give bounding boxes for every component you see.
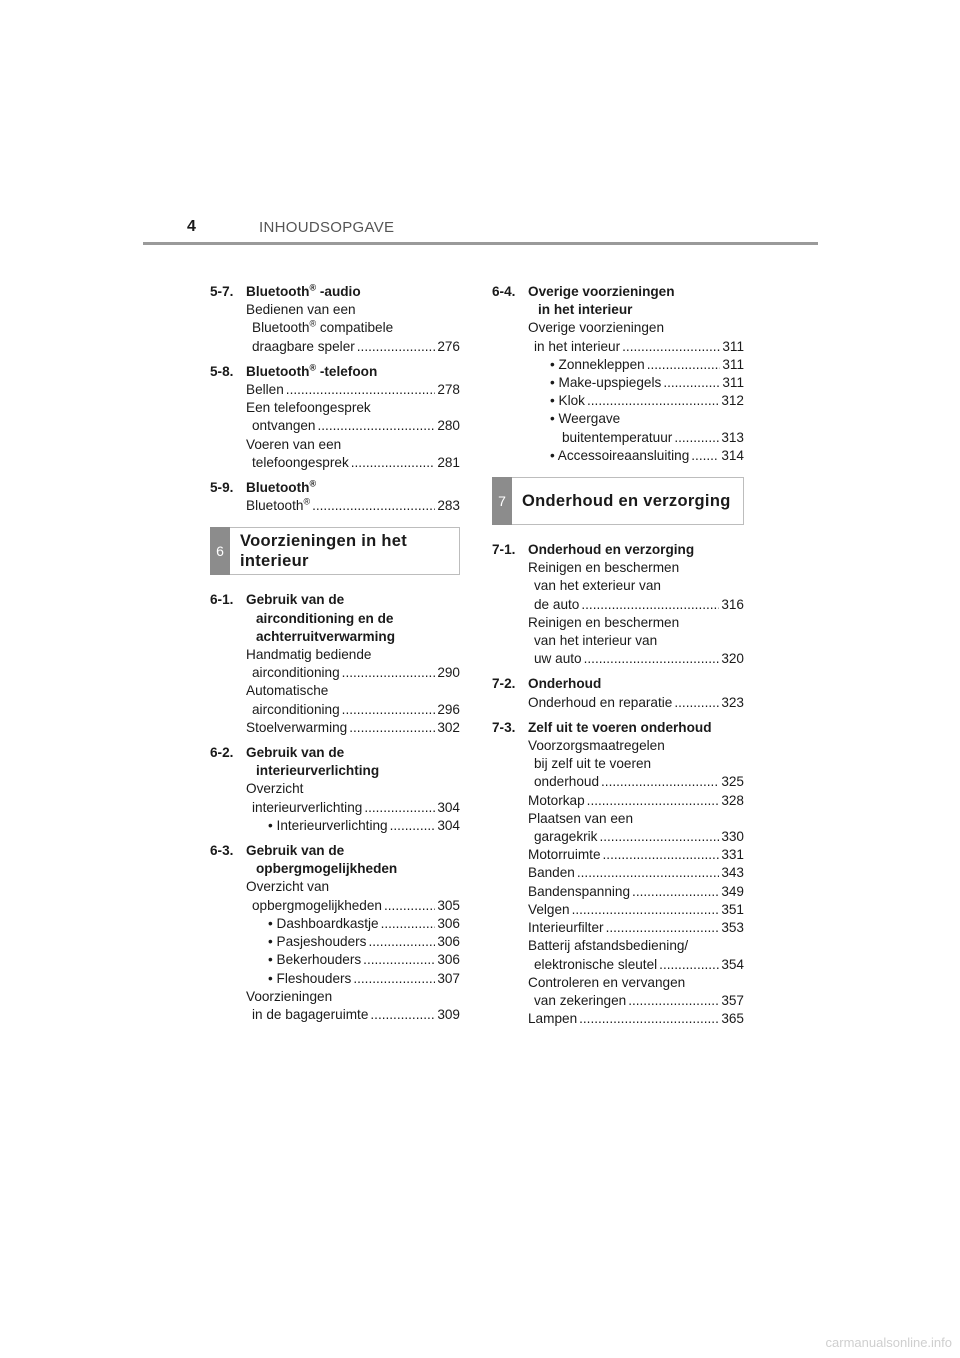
entry-last-line bbox=[268, 951, 460, 969]
leader-dots bbox=[353, 970, 435, 988]
chapter-heading[interactable] bbox=[210, 527, 460, 575]
page-ref[interactable]: 351 bbox=[721, 901, 744, 917]
section-title[interactable] bbox=[210, 479, 460, 497]
section-title[interactable] bbox=[492, 283, 744, 319]
entry-text: onderhoud bbox=[534, 774, 600, 790]
entry-text: Velgen bbox=[528, 901, 570, 917]
section-title[interactable] bbox=[210, 744, 460, 780]
toc-entry[interactable] bbox=[492, 937, 744, 973]
entry-line: Handmatig bediende bbox=[246, 647, 372, 663]
leader-dots bbox=[674, 694, 719, 712]
section-name-line: interieurverlichting bbox=[256, 763, 380, 779]
page-ref[interactable]: 312 bbox=[721, 393, 744, 409]
leader-dots bbox=[577, 864, 719, 882]
page-ref[interactable]: 306 bbox=[437, 934, 460, 950]
section-name-line: opbergmogelijkheden bbox=[256, 861, 398, 877]
section-title[interactable] bbox=[210, 842, 460, 878]
page-ref[interactable]: 280 bbox=[437, 418, 460, 434]
chapter-tab: 6 bbox=[210, 527, 230, 575]
toc-subentry[interactable] bbox=[210, 951, 460, 969]
section-number: 7-3. bbox=[492, 719, 516, 735]
page-ref[interactable]: 304 bbox=[437, 799, 460, 815]
entry-text: Stoelverwarming bbox=[246, 719, 348, 735]
entry-text: • Klok bbox=[550, 393, 585, 409]
leader-dots bbox=[286, 381, 436, 399]
entry-last-line bbox=[528, 864, 744, 882]
toc-entry[interactable] bbox=[492, 792, 744, 810]
toc-entry[interactable] bbox=[210, 878, 460, 914]
page-ref[interactable]: 320 bbox=[721, 651, 744, 667]
section-name-line: Gebruik van de bbox=[246, 592, 345, 608]
section-name-line: Zelf uit te voeren onderhoud bbox=[528, 719, 712, 735]
entry-line: Reinigen en beschermen bbox=[528, 614, 680, 630]
page-ref[interactable]: 314 bbox=[721, 447, 744, 463]
section-name bbox=[246, 363, 460, 381]
toc-entry[interactable] bbox=[210, 719, 460, 737]
page-number: 4 bbox=[187, 218, 196, 235]
chapter-title: Onderhoud en verzorging bbox=[522, 492, 731, 511]
entry-text: Onderhoud en reparatie bbox=[528, 694, 673, 710]
toc-entry[interactable] bbox=[492, 846, 744, 864]
page-ref[interactable]: 316 bbox=[721, 596, 744, 612]
entry-text: in het interieur bbox=[534, 338, 621, 354]
leader-dots bbox=[312, 497, 435, 515]
leader-dots bbox=[659, 956, 719, 974]
entry-text: draagbare speler bbox=[252, 338, 355, 354]
chapter-title: Voorzieningen in het interieur bbox=[240, 532, 408, 571]
toc-entry[interactable] bbox=[492, 559, 744, 614]
toc-subentry[interactable] bbox=[492, 392, 744, 410]
toc-section bbox=[210, 283, 460, 356]
entry-last-line bbox=[528, 919, 744, 937]
leader-dots bbox=[349, 719, 435, 737]
toc-entry[interactable] bbox=[492, 810, 744, 846]
page-ref[interactable]: 323 bbox=[721, 694, 744, 710]
section-title[interactable] bbox=[210, 363, 460, 381]
entry-line: Reinigen en beschermen bbox=[528, 560, 680, 576]
toc-subentry[interactable] bbox=[492, 410, 744, 446]
page-ref[interactable]: 304 bbox=[437, 817, 460, 833]
leader-dots bbox=[606, 919, 720, 937]
entry-text: • Zonnekleppen bbox=[550, 356, 645, 372]
entry-text: • Dashboardkastje bbox=[268, 915, 379, 931]
toc-entry[interactable] bbox=[492, 974, 744, 1010]
watermark: carmanualsonline.info bbox=[825, 1335, 952, 1350]
entry-last-line bbox=[528, 956, 744, 974]
entry-text: in de bagageruimte bbox=[252, 1006, 369, 1022]
page-ref[interactable]: 283 bbox=[437, 498, 460, 514]
entry-last-line bbox=[246, 381, 460, 399]
entry-last-line bbox=[528, 828, 744, 846]
page-ref[interactable]: 311 bbox=[722, 338, 744, 354]
section-name bbox=[528, 719, 744, 737]
page-ref[interactable]: 307 bbox=[437, 970, 460, 986]
entry-last-line bbox=[268, 817, 460, 835]
entry-text: van zekeringen bbox=[534, 992, 627, 1008]
toc-subentry[interactable] bbox=[492, 356, 744, 374]
entry-text: Bluetooth® bbox=[246, 496, 311, 514]
leader-dots bbox=[587, 392, 719, 410]
toc-subentry[interactable] bbox=[210, 915, 460, 933]
section-name-line: Gebruik van de bbox=[246, 745, 345, 761]
page-ref[interactable]: 325 bbox=[721, 774, 744, 790]
entry-line: Bedienen van een bbox=[246, 302, 356, 318]
toc-section bbox=[492, 675, 744, 711]
entry-last-line bbox=[528, 792, 744, 810]
toc-subentry[interactable] bbox=[210, 817, 460, 835]
page-ref[interactable]: 354 bbox=[721, 956, 744, 972]
leader-dots bbox=[579, 1010, 719, 1028]
entry-line: Batterij afstandsbediening/ bbox=[528, 938, 689, 954]
entry-last-line bbox=[528, 883, 744, 901]
leader-dots bbox=[647, 356, 721, 374]
entry-last-line bbox=[528, 773, 744, 791]
section-number: 5-7. bbox=[210, 284, 234, 299]
entry-text: Banden bbox=[528, 865, 575, 881]
entry-text: airconditioning bbox=[252, 701, 340, 717]
entry-text: telefoongesprek bbox=[252, 454, 349, 470]
entry-line: Een telefoongesprek bbox=[246, 400, 371, 416]
section-number: 6-4. bbox=[492, 284, 516, 299]
entry-last-line bbox=[550, 392, 744, 410]
toc-section bbox=[210, 744, 460, 835]
toc-subentry[interactable] bbox=[210, 970, 460, 988]
entry-last-line bbox=[246, 417, 460, 435]
entry-text: Bellen bbox=[246, 382, 284, 398]
section-name-line: Bluetooth® bbox=[246, 478, 317, 496]
entry-text: Motorruimte bbox=[528, 847, 601, 863]
page-ref[interactable]: 302 bbox=[437, 719, 460, 735]
leader-dots bbox=[663, 374, 720, 392]
leader-dots bbox=[363, 951, 435, 969]
toc-entry[interactable] bbox=[492, 694, 744, 712]
toc-subentry[interactable] bbox=[492, 374, 744, 392]
toc-section bbox=[492, 541, 744, 668]
page-ref[interactable]: 306 bbox=[437, 952, 460, 968]
section-title[interactable] bbox=[492, 541, 744, 559]
toc-column-right bbox=[492, 283, 744, 1035]
section-name-line: Onderhoud en verzorging bbox=[528, 542, 695, 558]
entry-text: airconditioning bbox=[252, 665, 340, 681]
toc-entry[interactable] bbox=[210, 399, 460, 435]
leader-dots bbox=[603, 846, 720, 864]
page-ref[interactable]: 328 bbox=[721, 792, 744, 808]
toc-entry[interactable] bbox=[492, 901, 744, 919]
page-ref[interactable]: 349 bbox=[721, 883, 744, 899]
entry-last-line bbox=[246, 799, 460, 817]
leader-dots bbox=[581, 596, 719, 614]
toc-entry[interactable] bbox=[492, 1010, 744, 1028]
toc-section bbox=[210, 591, 460, 737]
page-ref[interactable]: 309 bbox=[437, 1006, 460, 1022]
entry-text: de auto bbox=[534, 596, 580, 612]
entry-last-line bbox=[528, 694, 744, 712]
toc-subentry[interactable] bbox=[492, 447, 744, 465]
entry-text: Bandenspanning bbox=[528, 883, 631, 899]
toc-entry[interactable] bbox=[210, 682, 460, 718]
page-ref[interactable]: 278 bbox=[437, 382, 460, 398]
entry-last-line bbox=[246, 719, 460, 737]
toc-subentry[interactable] bbox=[210, 933, 460, 951]
entry-text: elektronische sleutel bbox=[534, 956, 658, 972]
entry-last-line bbox=[550, 447, 744, 465]
entry-text: buitentemperatuur bbox=[562, 429, 673, 445]
toc-entry[interactable] bbox=[210, 780, 460, 816]
toc-column-left bbox=[210, 283, 460, 1031]
entry-line: bij zelf uit te voeren bbox=[534, 756, 652, 772]
section-name-line: Overige voorzieningen bbox=[528, 284, 675, 299]
leader-dots bbox=[587, 792, 720, 810]
toc-entry[interactable] bbox=[210, 381, 460, 399]
leader-dots bbox=[384, 897, 435, 915]
entry-text: garagekrik bbox=[534, 829, 598, 845]
toc-section bbox=[210, 363, 460, 472]
entry-last-line bbox=[246, 497, 460, 515]
page-ref[interactable]: 296 bbox=[437, 701, 460, 717]
entry-text: • Pasjeshouders bbox=[268, 934, 367, 950]
section-name bbox=[246, 591, 460, 646]
toc-entry[interactable] bbox=[210, 436, 460, 472]
entry-last-line bbox=[528, 338, 744, 356]
leader-dots bbox=[368, 933, 435, 951]
section-number: 6-3. bbox=[210, 843, 234, 859]
leader-dots bbox=[691, 447, 719, 465]
entry-last-line bbox=[246, 1006, 460, 1024]
page-ref[interactable]: 330 bbox=[721, 829, 744, 845]
entry-last-line bbox=[246, 701, 460, 719]
entry-text: ontvangen bbox=[252, 418, 316, 434]
entry-last-line bbox=[246, 897, 460, 915]
entry-last-line bbox=[550, 374, 744, 392]
section-name bbox=[246, 283, 460, 301]
entry-text: interieurverlichting bbox=[252, 799, 363, 815]
toc-entry[interactable] bbox=[492, 919, 744, 937]
page-ref[interactable]: 313 bbox=[721, 429, 744, 445]
page-ref[interactable]: 365 bbox=[721, 1011, 744, 1027]
page-header bbox=[143, 218, 818, 246]
leader-dots bbox=[674, 429, 719, 447]
leader-dots bbox=[599, 828, 719, 846]
page-ref[interactable]: 311 bbox=[722, 356, 744, 372]
page-ref[interactable]: 331 bbox=[721, 847, 744, 863]
page-ref[interactable]: 311 bbox=[722, 375, 744, 391]
toc-entry[interactable] bbox=[492, 737, 744, 792]
entry-last-line bbox=[246, 664, 460, 682]
page-ref[interactable]: 290 bbox=[437, 665, 460, 681]
entry-line: van het exterieur van bbox=[534, 578, 661, 594]
section-name bbox=[528, 675, 744, 693]
leader-dots bbox=[342, 701, 436, 719]
section-name-line: Bluetooth® -audio bbox=[246, 282, 361, 299]
entry-line: Controleren en vervangen bbox=[528, 974, 686, 990]
leader-dots bbox=[628, 992, 719, 1010]
entry-line: • Weergave bbox=[550, 411, 621, 427]
page-ref[interactable]: 276 bbox=[437, 338, 460, 354]
page-ref[interactable]: 305 bbox=[437, 897, 460, 913]
section-name bbox=[246, 842, 460, 878]
leader-dots bbox=[381, 915, 436, 933]
section-name-line: Gebruik van de bbox=[246, 843, 345, 859]
section-number: 6-1. bbox=[210, 592, 234, 608]
entry-last-line bbox=[528, 650, 744, 668]
entry-line: Bluetooth® compatibele bbox=[252, 318, 394, 336]
entry-text: Motorkap bbox=[528, 792, 585, 808]
page-ref[interactable]: 281 bbox=[437, 454, 460, 470]
toc-section bbox=[492, 283, 744, 465]
entry-last-line bbox=[268, 970, 460, 988]
entry-last-line bbox=[268, 915, 460, 933]
section-name-line: in het interieur bbox=[538, 302, 633, 318]
page-ref[interactable]: 343 bbox=[721, 865, 744, 881]
leader-dots bbox=[632, 883, 719, 901]
toc-entry[interactable] bbox=[210, 301, 460, 356]
section-title[interactable] bbox=[210, 283, 460, 301]
leader-dots bbox=[622, 338, 720, 356]
section-title[interactable] bbox=[210, 591, 460, 646]
section-name-line: achterruitverwarming bbox=[256, 628, 396, 644]
entry-text: Lampen bbox=[528, 1011, 578, 1027]
section-name bbox=[528, 283, 744, 319]
header-rule bbox=[143, 242, 818, 245]
entry-line: van het interieur van bbox=[534, 633, 658, 649]
entry-text: • Accessoireaansluiting bbox=[550, 447, 690, 463]
section-number: 5-9. bbox=[210, 480, 234, 496]
toc-section bbox=[210, 479, 460, 515]
entry-line: Plaatsen van een bbox=[528, 810, 634, 826]
entry-last-line bbox=[246, 338, 460, 356]
entry-text: • Fleshouders bbox=[268, 970, 352, 986]
entry-last-line bbox=[528, 596, 744, 614]
section-name-line: Onderhoud bbox=[528, 676, 602, 692]
entry-line: Overzicht van bbox=[246, 879, 330, 895]
section-name bbox=[246, 479, 460, 497]
leader-dots bbox=[584, 650, 720, 668]
entry-line: Overzicht bbox=[246, 781, 304, 797]
toc-entry[interactable] bbox=[492, 614, 744, 669]
section-name-line: airconditioning en de bbox=[256, 610, 394, 626]
toc-entry[interactable] bbox=[210, 497, 460, 515]
entry-text: • Interieurverlichting bbox=[268, 817, 388, 833]
entry-line: Voorzorgsmaatregelen bbox=[528, 738, 665, 754]
toc-entry[interactable] bbox=[492, 883, 744, 901]
leader-dots bbox=[342, 664, 436, 682]
entry-text: uw auto bbox=[534, 651, 582, 667]
entry-line: Automatische bbox=[246, 683, 329, 699]
section-name bbox=[528, 541, 744, 559]
toc-section bbox=[210, 842, 460, 1024]
entry-last-line bbox=[268, 933, 460, 951]
chapter-heading[interactable] bbox=[492, 477, 744, 525]
entry-last-line bbox=[528, 901, 744, 919]
entry-last-line bbox=[550, 429, 744, 447]
section-number: 7-2. bbox=[492, 676, 516, 692]
section-number: 7-1. bbox=[492, 542, 516, 558]
entry-line: Voeren van een bbox=[246, 436, 342, 452]
toc-entry[interactable] bbox=[492, 319, 744, 355]
entry-last-line bbox=[528, 1010, 744, 1028]
leader-dots bbox=[370, 1006, 435, 1024]
leader-dots bbox=[351, 454, 436, 472]
section-title[interactable] bbox=[492, 675, 744, 693]
section-name-line: Bluetooth® -telefoon bbox=[246, 362, 378, 379]
entry-line: Overige voorzieningen bbox=[528, 320, 665, 336]
leader-dots bbox=[601, 773, 719, 791]
leader-dots bbox=[572, 901, 720, 919]
entry-last-line bbox=[528, 992, 744, 1010]
header-title: INHOUDSOPGAVE bbox=[259, 219, 395, 236]
section-number: 6-2. bbox=[210, 745, 234, 761]
section-number: 5-8. bbox=[210, 363, 234, 379]
leader-dots bbox=[318, 417, 436, 435]
toc-section bbox=[492, 719, 744, 1028]
entry-last-line bbox=[246, 454, 460, 472]
entry-text: opbergmogelijkheden bbox=[252, 897, 382, 913]
leader-dots bbox=[364, 799, 435, 817]
leader-dots bbox=[357, 338, 436, 356]
toc-entry[interactable] bbox=[210, 988, 460, 1024]
entry-last-line bbox=[550, 356, 744, 374]
section-title[interactable] bbox=[492, 719, 744, 737]
entry-last-line bbox=[528, 846, 744, 864]
entry-text: Interieurfilter bbox=[528, 920, 604, 936]
leader-dots bbox=[390, 817, 436, 835]
page-ref[interactable]: 306 bbox=[437, 915, 460, 931]
page-ref[interactable]: 357 bbox=[721, 992, 744, 1008]
entry-line: Voorzieningen bbox=[246, 988, 333, 1004]
section-name bbox=[246, 744, 460, 780]
toc-entry[interactable] bbox=[492, 864, 744, 882]
page-ref[interactable]: 353 bbox=[721, 920, 744, 936]
chapter-tab: 7 bbox=[492, 477, 512, 525]
entry-text: • Bekerhouders bbox=[268, 952, 362, 968]
entry-text: • Make-upspiegels bbox=[550, 375, 662, 391]
toc-entry[interactable] bbox=[210, 646, 460, 682]
